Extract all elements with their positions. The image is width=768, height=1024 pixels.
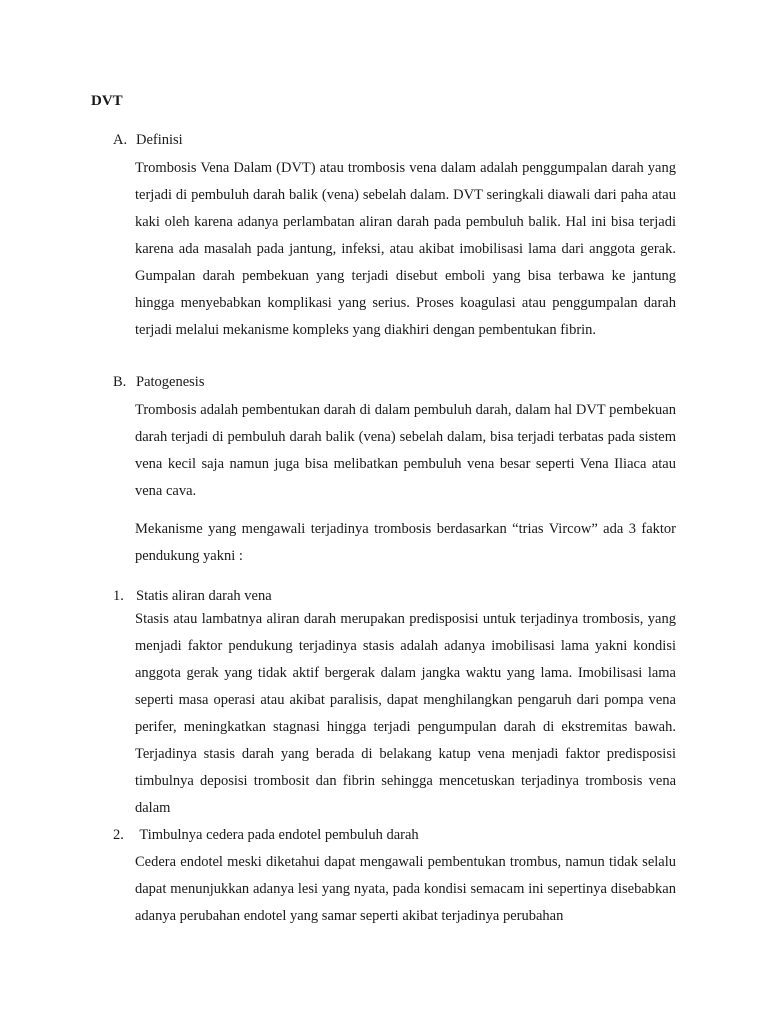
section-a-marker: A.	[113, 132, 128, 148]
section-b-heading	[113, 374, 204, 391]
item-2-marker: 2.	[113, 827, 124, 843]
item-2-paragraph: Cedera endotel meski diketahui dapat mengawali pembentukan trombus, namun tidak selalu dapat menunjukkan adanya lesi yang nyata, pada kondisi semacam ini sepertinya disebabkan adanya perubahan endotel yang samar seperti akibat terjadinya perubahan	[135, 854, 676, 924]
item-2-title: Timbulnya cedera pada endotel pembuluh darah	[136, 827, 419, 843]
section-b-title: Patogenesis	[136, 374, 205, 390]
section-a-paragraph: Trombosis Vena Dalam (DVT) atau trombosis vena dalam adalah penggumpalan darah yang terjadi di pembuluh darah balik (vena) sebelah dalam. DVT seringkali diawali dari paha atau kaki oleh karena adanya perlambatan aliran darah pada pembuluh balik. Hal ini bisa terjadi karena ada masalah pada jantung, infeksi, atau akibat imobilisasi lama dari anggota gerak. Gumpalan darah pembekuan yang terjadi disebut emboli yang bisa terbawa ke jantung hingga menyebabkan komplikasi yang serius. Proses koagulasi atau penggumpalan darah terjadi melalui mekanisme kompleks yang diakhiri dengan pembentukan fibrin.	[135, 160, 676, 338]
item-1-title: Statis aliran darah vena	[136, 588, 272, 604]
item-1-paragraph: Stasis atau lambatnya aliran darah merupakan predisposisi untuk terjadinya trombosis, yang menjadi faktor pendukung terjadinya stasis adalah adanya imobilisasi lama yakni kondisi anggota gerak yang tidak aktif bergerak dalam jangka waktu yang lama. Imobilisasi lama seperti masa operasi atau akibat paralisis, dapat menghilangkan pengaruh dari pompa vena perifer, meningkatkan stagnasi hingga terjadi pengumpulan darah di ekstremitas bawah. Terjadinya stasis darah yang berada di belakang katup vena menjadi faktor predisposisi timbulnya deposisi trombosit dan fibrin sehingga mencetuskan terjadinya trombosis vena dalam	[135, 611, 676, 816]
item-1-heading	[113, 588, 272, 605]
section-b-marker: B.	[113, 374, 127, 390]
section-b-paragraph-1: Trombosis adalah pembentukan darah di dalam pembuluh darah, dalam hal DVT pembekuan darah terjadi di pembuluh darah balik (vena) sebelah dalam, bisa terjadi terbatas pada sistem vena kecil saja namun juga bisa melibatkan pembuluh vena besar seperti Vena Iliaca atau vena cava.	[135, 402, 676, 499]
section-a-heading	[113, 132, 183, 149]
item-1-marker: 1.	[113, 588, 124, 604]
document-title: DVT	[91, 93, 123, 109]
section-b-paragraph-2: Mekanisme yang mengawali terjadinya trombosis berdasarkan “trias Vircow” ada 3 faktor pendukung yakni :	[135, 521, 676, 564]
section-a-title: Definisi	[136, 132, 183, 148]
item-2-heading	[113, 827, 419, 844]
